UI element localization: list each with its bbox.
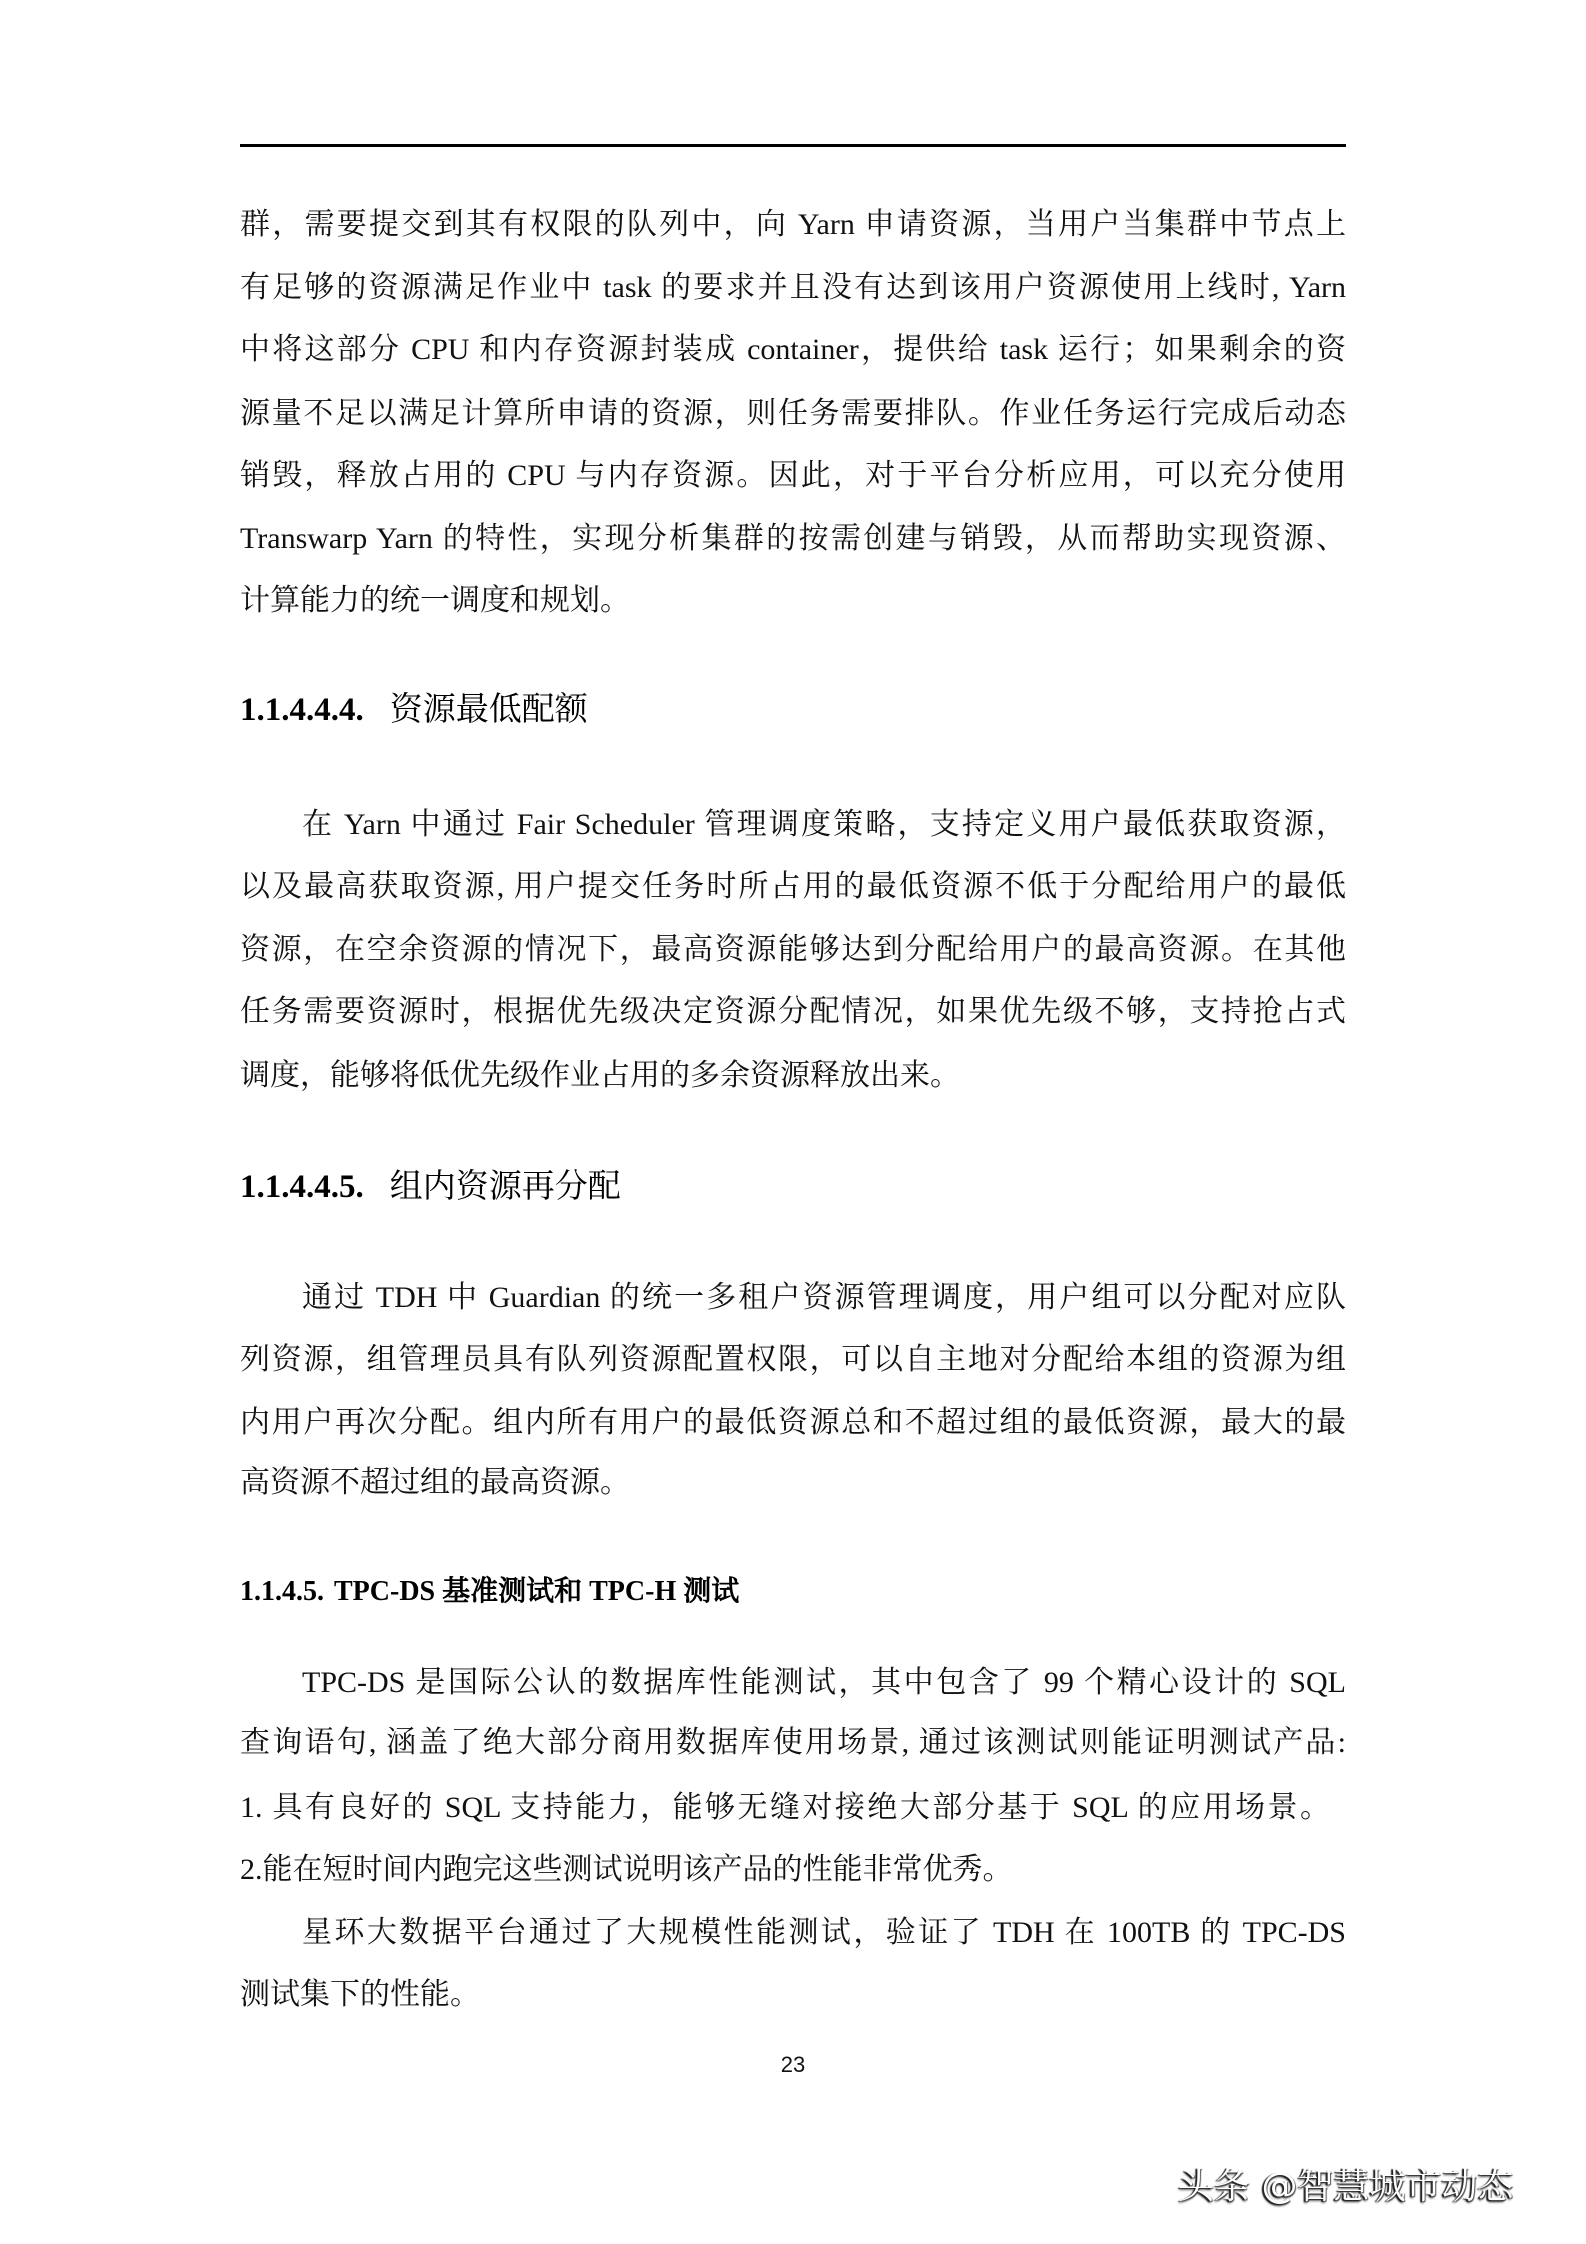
text-line: TPC-DS 是国际公认的数据库性能测试，其中包含了 99 个精心设计的 SQL (302, 1666, 1346, 1699)
text-line: 调度，能够将低优先级作业占用的多余资源释放出来。 (240, 1059, 960, 1092)
text-line: 在 Yarn 中通过 Fair Scheduler 管理调度策略，支持定义用户最低获取资源， (302, 808, 1346, 841)
heading-number: 1.1.4.4.4. (240, 692, 364, 728)
text-line: 计算能力的统一调度和规划。 (240, 584, 630, 617)
list-item: 1. 具有良好的 SQL 支持能力，能够无缝对接绝大部分基于 SQL 的应用场景。 (240, 1791, 1330, 1824)
text-line: 查询语句, 涵盖了绝大部分商用数据库使用场景, 通过该测试则能证明测试产品: (240, 1726, 1346, 1759)
text-line: 中将这部分 CPU 和内存资源封装成 container，提供给 task 运行；如果剩余的资 (240, 333, 1346, 366)
header-rule (240, 144, 1346, 147)
heading-title: 组内资源再分配 (389, 1169, 621, 1205)
section-heading-min-quota (240, 688, 588, 732)
section-heading-group-reallocation (240, 1165, 621, 1209)
section-heading-tpc-benchmark (240, 1573, 739, 1611)
heading-title: TPC-DS 基准测试和 TPC-H 测试 (334, 1576, 740, 1607)
heading-number: 1.1.4.4.5. (240, 1169, 364, 1205)
text-line: 群，需要提交到其有权限的队列中，向 Yarn 申请资源，当用户当集群中节点上 (240, 208, 1346, 241)
text-line: 列资源，组管理员具有队列资源配置权限，可以自主地对分配给本组的资源为组 (240, 1343, 1346, 1376)
text-line: 任务需要资源时，根据优先级决定资源分配情况，如果优先级不够，支持抢占式 (240, 995, 1346, 1028)
text-line: 星环大数据平台通过了大规模性能测试，验证了 TDH 在 100TB 的 TPC-DS (302, 1916, 1346, 1949)
text-line: Transwarp Yarn 的特性，实现分析集群的按需创建与销毁，从而帮助实现资源、 (240, 522, 1346, 555)
text-line: 源量不足以满足计算所申请的资源，则任务需要排队。作业任务运行完成后动态 (240, 397, 1346, 430)
watermark: 头条 @智慧城市动态 (1178, 2166, 1514, 2207)
text-line: 销毁，释放占用的 CPU 与内存资源。因此，对于平台分析应用，可以充分使用 (240, 459, 1346, 492)
heading-number: 1.1.4.5. (240, 1576, 324, 1607)
text-line: 以及最高获取资源, 用户提交任务时所占用的最低资源不低于分配给用户的最低 (240, 870, 1346, 903)
page-number: 23 (780, 2052, 806, 2077)
text-line: 通过 TDH 中 Guardian 的统一多租户资源管理调度，用户组可以分配对应队 (302, 1281, 1346, 1314)
text-line: 内用户再次分配。组内所有用户的最低资源总和不超过组的最低资源，最大的最 (240, 1406, 1346, 1439)
text-line: 高资源不超过组的最高资源。 (240, 1466, 630, 1499)
heading-title: 资源最低配额 (389, 692, 588, 728)
text-line: 有足够的资源满足作业中 task 的要求并且没有达到该用户资源使用上线时, Yarn (240, 271, 1346, 304)
list-item: 2.能在短时间内跑完这些测试说明该产品的性能非常优秀。 (240, 1853, 1013, 1886)
text-line: 资源，在空余资源的情况下，最高资源能够达到分配给用户的最高资源。在其他 (240, 933, 1346, 966)
text-line: 测试集下的性能。 (240, 1978, 480, 2011)
